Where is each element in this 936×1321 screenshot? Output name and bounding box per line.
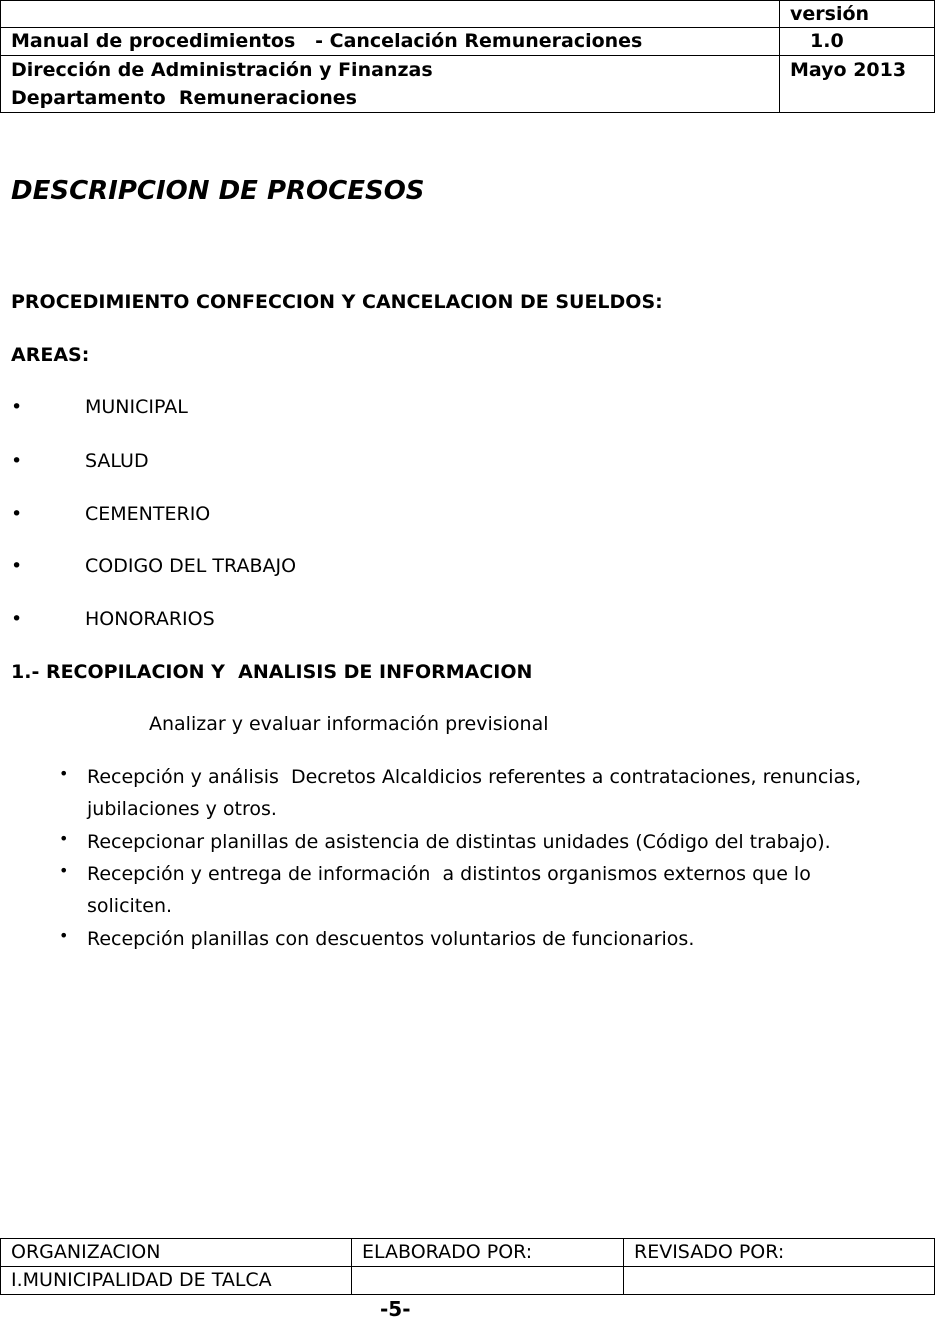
document-footer-table [0,1238,935,1295]
list-item: Recepcionar planillas de asistencia de distintas unidades (Código del trabajo). [87,831,831,853]
footer-elaborated-label: ELABORADO POR: [352,1239,624,1267]
department-name: Departamento Remuneraciones [11,87,357,109]
page-title: DESCRIPCION DE PROCESOS [11,176,425,206]
manual-title: Manual de procedimientos - Cancelación Remuneraciones [1,28,780,56]
footer-organization-label: ORGANIZACION [1,1239,352,1267]
area-item-municipal: MUNICIPAL [85,396,188,418]
footer-organization-value: I.MUNICIPALIDAD DE TALCA [1,1267,352,1295]
list-item: Recepción y análisis Decretos Alcaldicios referentes a contrataciones, renuncias, jubilaciones y otros. [87,766,868,820]
header-org-cell [1,56,780,113]
section-1-intro: Analizar y evaluar información previsional [149,713,549,735]
area-item-codigo-trabajo: CODIGO DEL TRABAJO [85,555,297,577]
footer-reviewed-label: REVISADO POR: [624,1239,935,1267]
bullet-icon: • [11,396,23,418]
bullet-icon: • [11,555,23,577]
bullet-icon: • [59,829,69,848]
document-date: Mayo 2013 [780,56,935,113]
version-value: 1.0 [780,28,935,56]
direction-name: Dirección de Administración y Finanzas [11,59,433,81]
bullet-icon: • [59,764,69,783]
header-empty-cell [1,1,780,28]
section-1-heading: 1.- RECOPILACION Y ANALISIS DE INFORMACION [11,661,533,683]
page-number: -5- [380,1297,411,1321]
footer-reviewed-value [624,1267,935,1295]
areas-heading: AREAS: [11,344,90,366]
area-item-salud: SALUD [85,450,149,472]
bullet-icon: • [11,608,23,630]
area-item-honorarios: HONORARIOS [85,608,215,630]
area-item-cementerio: CEMENTERIO [85,503,211,525]
bullet-icon: • [59,861,69,880]
bullet-icon: • [11,450,23,472]
list-item: Recepción y entrega de información a distintos organismos externos que lo soliciten. [87,863,817,917]
procedure-heading: PROCEDIMIENTO CONFECCION Y CANCELACION DE SUELDOS: [11,291,663,313]
list-item: Recepción planillas con descuentos voluntarios de funcionarios. [87,928,695,950]
footer-elaborated-value [352,1267,624,1295]
bullet-icon: • [11,503,23,525]
version-label: versión [780,1,935,28]
document-header-table [0,0,935,113]
bullet-icon: • [59,926,69,945]
